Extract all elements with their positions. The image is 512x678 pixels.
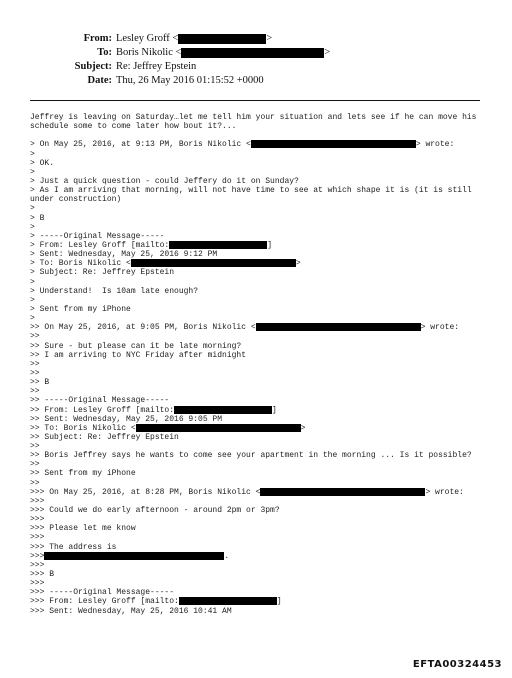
body-line-suffix: ] (272, 405, 277, 415)
body-line-text: > Just a quick question - could Jeffery do it on Sunday? (30, 176, 299, 186)
header-date-row (0, 74, 512, 88)
body-line (30, 223, 500, 232)
body-line (30, 122, 500, 131)
body-line-text: > Sent: Wednesday, May 25, 2016 9:12 PM (30, 250, 218, 260)
body-line (30, 351, 500, 360)
body-line (30, 469, 500, 478)
body-line (30, 369, 500, 378)
body-line-suffix: > wrote: (420, 323, 460, 333)
body-line (30, 396, 500, 405)
body-line (30, 433, 500, 442)
body-line (30, 533, 500, 542)
body-line-text: >> On May 25, 2016, at 9:05 PM, Boris Nikolic < (30, 323, 256, 333)
body-line (30, 506, 500, 515)
body-line (30, 140, 500, 149)
body-line-text: > (30, 204, 35, 214)
body-line-suffix: . (224, 551, 230, 561)
body-line-text: >> To: Boris Nikolic < (30, 423, 136, 433)
body-line (30, 296, 500, 305)
subject-value: Re: Jeffrey Epstein (116, 61, 197, 72)
body-line (30, 232, 500, 241)
body-line-text: > (30, 222, 35, 232)
body-line-text: >>> (30, 579, 45, 589)
body-line (30, 597, 500, 606)
body-line (30, 524, 500, 533)
body-line (30, 497, 500, 506)
body-line-text: >> (30, 368, 40, 378)
redaction-box (178, 34, 266, 44)
body-line (30, 360, 500, 369)
body-line (30, 305, 500, 314)
body-line-text: >> Boris Jeffrey says he wants to come see your apartment in the morning ... Is it possible? (30, 451, 472, 461)
body-line (30, 323, 500, 332)
body-line-suffix: > wrote: (415, 140, 455, 150)
body-line (30, 451, 500, 460)
date-label: Date: (87, 75, 112, 86)
body-line-text: > From: Lesley Groff [mailto: (30, 241, 170, 251)
body-line-text: > Understand! Is 10am late enough? (30, 286, 199, 296)
document-id: EFTA00324453 (412, 659, 502, 670)
body-line (30, 241, 500, 250)
body-line-suffix: > (300, 423, 306, 433)
body-line-text: >>> Please let me know (30, 524, 136, 534)
body-line-text: > (30, 295, 35, 305)
email-body (30, 113, 500, 616)
body-line-text: >> From: Lesley Groff [mailto: (30, 405, 175, 415)
redaction-box (179, 597, 277, 605)
body-line (30, 488, 500, 497)
body-line-text: >> -----Original Message----- (30, 396, 170, 406)
body-line (30, 250, 500, 259)
body-line (30, 607, 500, 616)
body-line-text: >>> (30, 560, 45, 570)
body-line (30, 515, 500, 524)
body-line-text: >>> From: Lesley Groff [mailto: (30, 597, 179, 607)
body-line-text: >> Sent: Wednesday, May 25, 2016 9:05 PM (30, 414, 223, 424)
to-close: > (324, 47, 331, 58)
body-line-text: > -----Original Message----- (30, 231, 165, 241)
body-line-text: >>> Could we do early afternoon - around 2pm or 3pm? (30, 506, 280, 516)
body-line (30, 424, 500, 433)
body-line-text: >>> (30, 533, 45, 543)
body-line-text: >>> B (30, 570, 55, 580)
body-line-suffix: ] (276, 597, 282, 607)
body-line-text: >> (30, 387, 40, 397)
redaction-box (260, 488, 425, 496)
body-line-suffix: > (295, 259, 301, 269)
body-line-text: >> B (30, 378, 50, 388)
from-value: Lesley Groff < (116, 33, 179, 44)
body-line (30, 186, 500, 195)
body-line (30, 278, 500, 287)
body-line (30, 570, 500, 579)
date-value: Thu, 26 May 2016 01:15:52 +0000 (116, 75, 264, 86)
from-label: From: (83, 33, 112, 44)
body-line (30, 131, 500, 140)
redaction-box (181, 48, 324, 58)
body-line (30, 415, 500, 424)
body-line-text: > (30, 277, 35, 287)
body-line (30, 561, 500, 570)
body-line (30, 214, 500, 223)
body-line-suffix: ] (267, 241, 273, 251)
body-line (30, 588, 500, 597)
body-line-text: > OK. (30, 158, 55, 168)
body-line (30, 150, 500, 159)
body-line (30, 287, 500, 296)
body-line (30, 552, 500, 561)
body-line-text: >>> The address is (30, 542, 117, 552)
body-line-text: >>> (30, 515, 45, 525)
body-line-text: >>> On May 25, 2016, at 8:28 PM, Boris Nikolic < (30, 487, 261, 497)
body-line-text: >> (30, 478, 40, 488)
body-line (30, 168, 500, 177)
body-line-text: > (30, 149, 35, 159)
body-line-text: >>> (30, 551, 45, 561)
body-line (30, 579, 500, 588)
body-line-text: >> (30, 442, 40, 452)
body-line-text: schedule some to come later how bout it?... (30, 122, 237, 132)
body-line-text: >>> -----Original Message----- (30, 588, 175, 598)
redaction-box (131, 259, 296, 267)
header-to-row (0, 46, 512, 60)
body-line-text: > As I am arriving that morning, will not have time to see at which shape it is (it is still (30, 186, 472, 196)
from-close: > (266, 33, 273, 44)
body-line-text: >> (30, 332, 40, 342)
body-line (30, 113, 500, 122)
body-line-text: > Sent from my iPhone (30, 304, 131, 314)
body-line-text: >> (30, 359, 40, 369)
body-line (30, 195, 500, 204)
body-line (30, 204, 500, 213)
redaction-box (136, 424, 301, 432)
header-divider (30, 100, 480, 101)
body-line-text: >> (30, 460, 40, 470)
to-value: Boris Nikolic < (116, 47, 182, 58)
body-line-text: >> Sent from my iPhone (30, 469, 136, 479)
body-line (30, 259, 500, 268)
redaction-box (44, 552, 224, 560)
to-label: To: (97, 47, 112, 58)
body-line-text: > B (30, 213, 45, 223)
body-line-text: Jeffrey is leaving on Saturday…let me tell him your situation and lets see if he can move his (30, 113, 477, 122)
body-line (30, 479, 500, 488)
body-line (30, 268, 500, 277)
body-line (30, 314, 500, 323)
body-line (30, 342, 500, 351)
body-line-text: >>> Sent: Wednesday, May 25, 2016 10:41 AM (30, 606, 232, 616)
body-line-text: >> Subject: Re: Jeffrey Epstein (30, 432, 179, 442)
body-line-text: > Subject: Re: Jeffrey Epstein (30, 268, 175, 278)
redaction-box (256, 323, 421, 331)
header-subject-row (0, 60, 512, 74)
body-line (30, 406, 500, 415)
body-line-text: > (30, 167, 35, 177)
body-line-text: >> I am arriving to NYC Friday after midnight (30, 350, 247, 360)
body-line (30, 460, 500, 469)
body-line-text: >>> (30, 496, 45, 506)
redaction-box (174, 406, 272, 414)
subject-label: Subject: (74, 61, 112, 72)
redaction-box (169, 241, 267, 249)
body-line (30, 177, 500, 186)
body-line-text: >> Sure - but please can it be late morning? (30, 341, 242, 351)
body-line (30, 332, 500, 341)
body-line (30, 159, 500, 168)
body-line-text: > To: Boris Nikolic < (30, 259, 131, 269)
body-line-text: > (30, 314, 35, 324)
redaction-box (251, 140, 416, 148)
body-line (30, 543, 500, 552)
body-line (30, 442, 500, 451)
body-line-text: under construction) (30, 195, 122, 205)
body-line (30, 387, 500, 396)
header-from-row (0, 32, 512, 46)
body-line (30, 378, 500, 387)
body-line-text: > On May 25, 2016, at 9:13 PM, Boris Nikolic < (30, 140, 251, 150)
body-line-suffix: > wrote: (425, 487, 464, 497)
